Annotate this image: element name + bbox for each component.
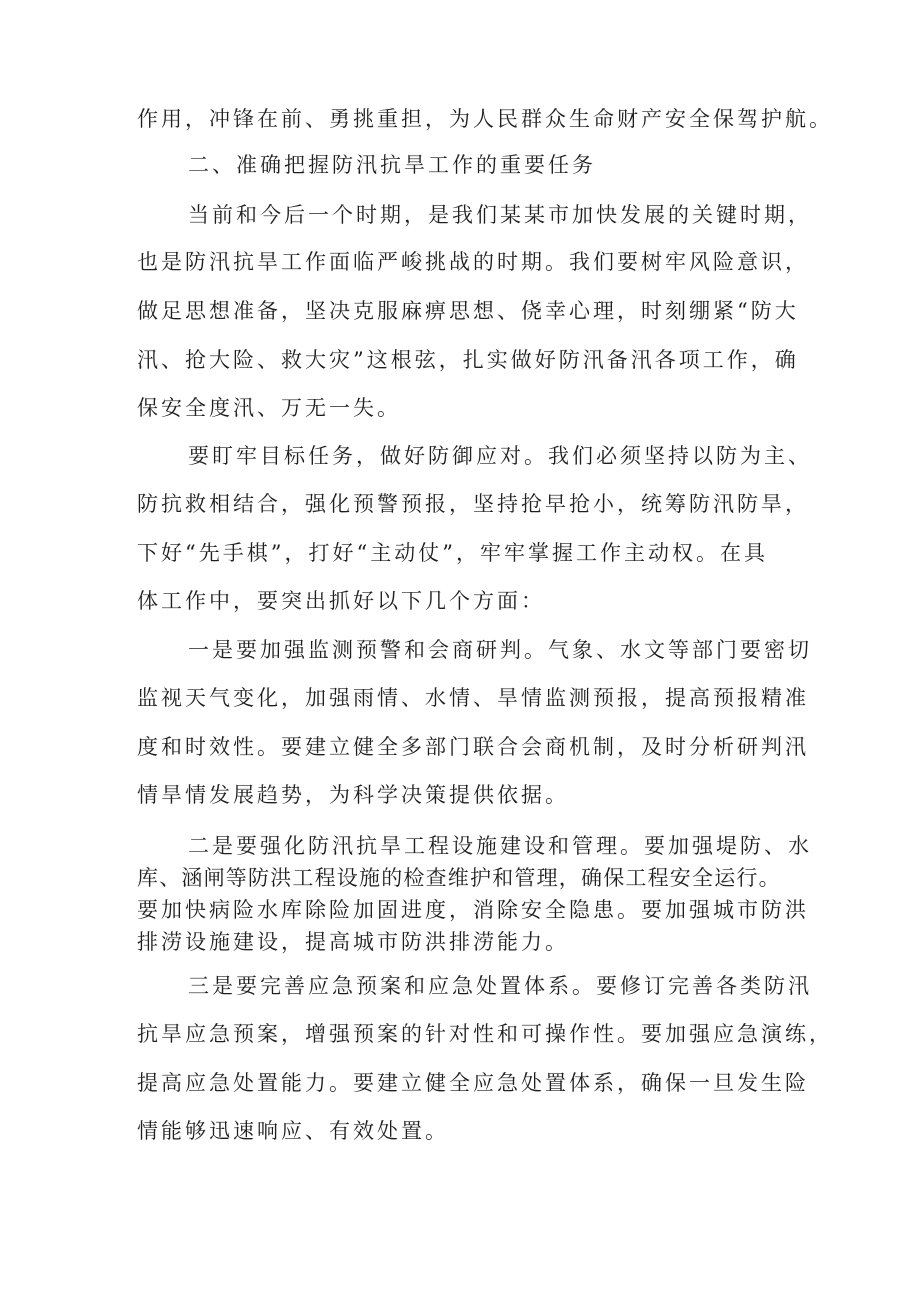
text-line: 度和时效性。要建立健全多部门联合会商机制，及时分析研判汛 xyxy=(137,735,809,759)
text-line: 一是要加强监测预警和会商研判。气象、水文等部门要密切 xyxy=(188,638,812,662)
text-line: 汛、抢大险、救大灾”这根弦，扎实做好防汛备汛各项工作，确 xyxy=(137,348,799,372)
text-line: 库、涵闸等防洪工程设施的检查维护和管理，确保工程安全运行。 xyxy=(137,866,781,890)
text-line: 作用，冲锋在前、勇挑重担，为人民群众生命财产安全保驾护航。 xyxy=(137,107,833,131)
text-line: 二是要强化防汛抗旱工程设施建设和管理。要加强堤防、水 xyxy=(188,834,812,858)
text-line: 也是防汛抗旱工作面临严峻挑战的时期。我们要树牢风险意识， xyxy=(137,250,809,274)
text-line: 保安全度汛、万无一失。 xyxy=(137,396,401,420)
text-line: 要盯牢目标任务，做好防御应对。我们必须坚持以防为主、 xyxy=(188,444,812,468)
text-line: 体工作中，要突出抓好以下几个方面： xyxy=(137,589,545,613)
text-line: 情旱情发展趋势，为科学决策提供依据。 xyxy=(137,783,569,807)
text-line: 监视天气变化，加强雨情、水情、旱情监测预报，提高预报精准 xyxy=(137,686,809,710)
text-line: 排涝设施建设，提高城市防洪排涝能力。 xyxy=(137,930,569,954)
text-line: 三是要完善应急预案和应急处置体系。要修订完善各类防汛 xyxy=(188,974,812,998)
text-line: 下好“先手棋”，打好“主动仗”，牢牢掌握工作主动权。在具 xyxy=(137,541,768,565)
text-line: 做足思想准备，坚决克服麻痹思想、侥幸心理，时刻绷紧“防大 xyxy=(137,299,799,323)
text-line: 情能够迅速响应、有效处置。 xyxy=(137,1119,449,1143)
text-line: 当前和今后一个时期，是我们某某市加快发展的关键时期， xyxy=(188,203,812,227)
text-line: 要加快病险水库除险加固进度，消除安全隐患。要加强城市防洪 xyxy=(137,898,809,922)
text-line: 防抗救相结合，强化预警预报，坚持抢早抢小，统筹防汛防旱， xyxy=(137,492,809,516)
text-line: 提高应急处置能力。要建立健全应急处置体系，确保一旦发生险 xyxy=(137,1071,809,1095)
section-heading: 二、准确把握防汛抗旱工作的重要任务 xyxy=(188,153,596,177)
text-line: 抗旱应急预案，增强预案的针对性和可操作性。要加强应急演练， xyxy=(137,1022,833,1046)
